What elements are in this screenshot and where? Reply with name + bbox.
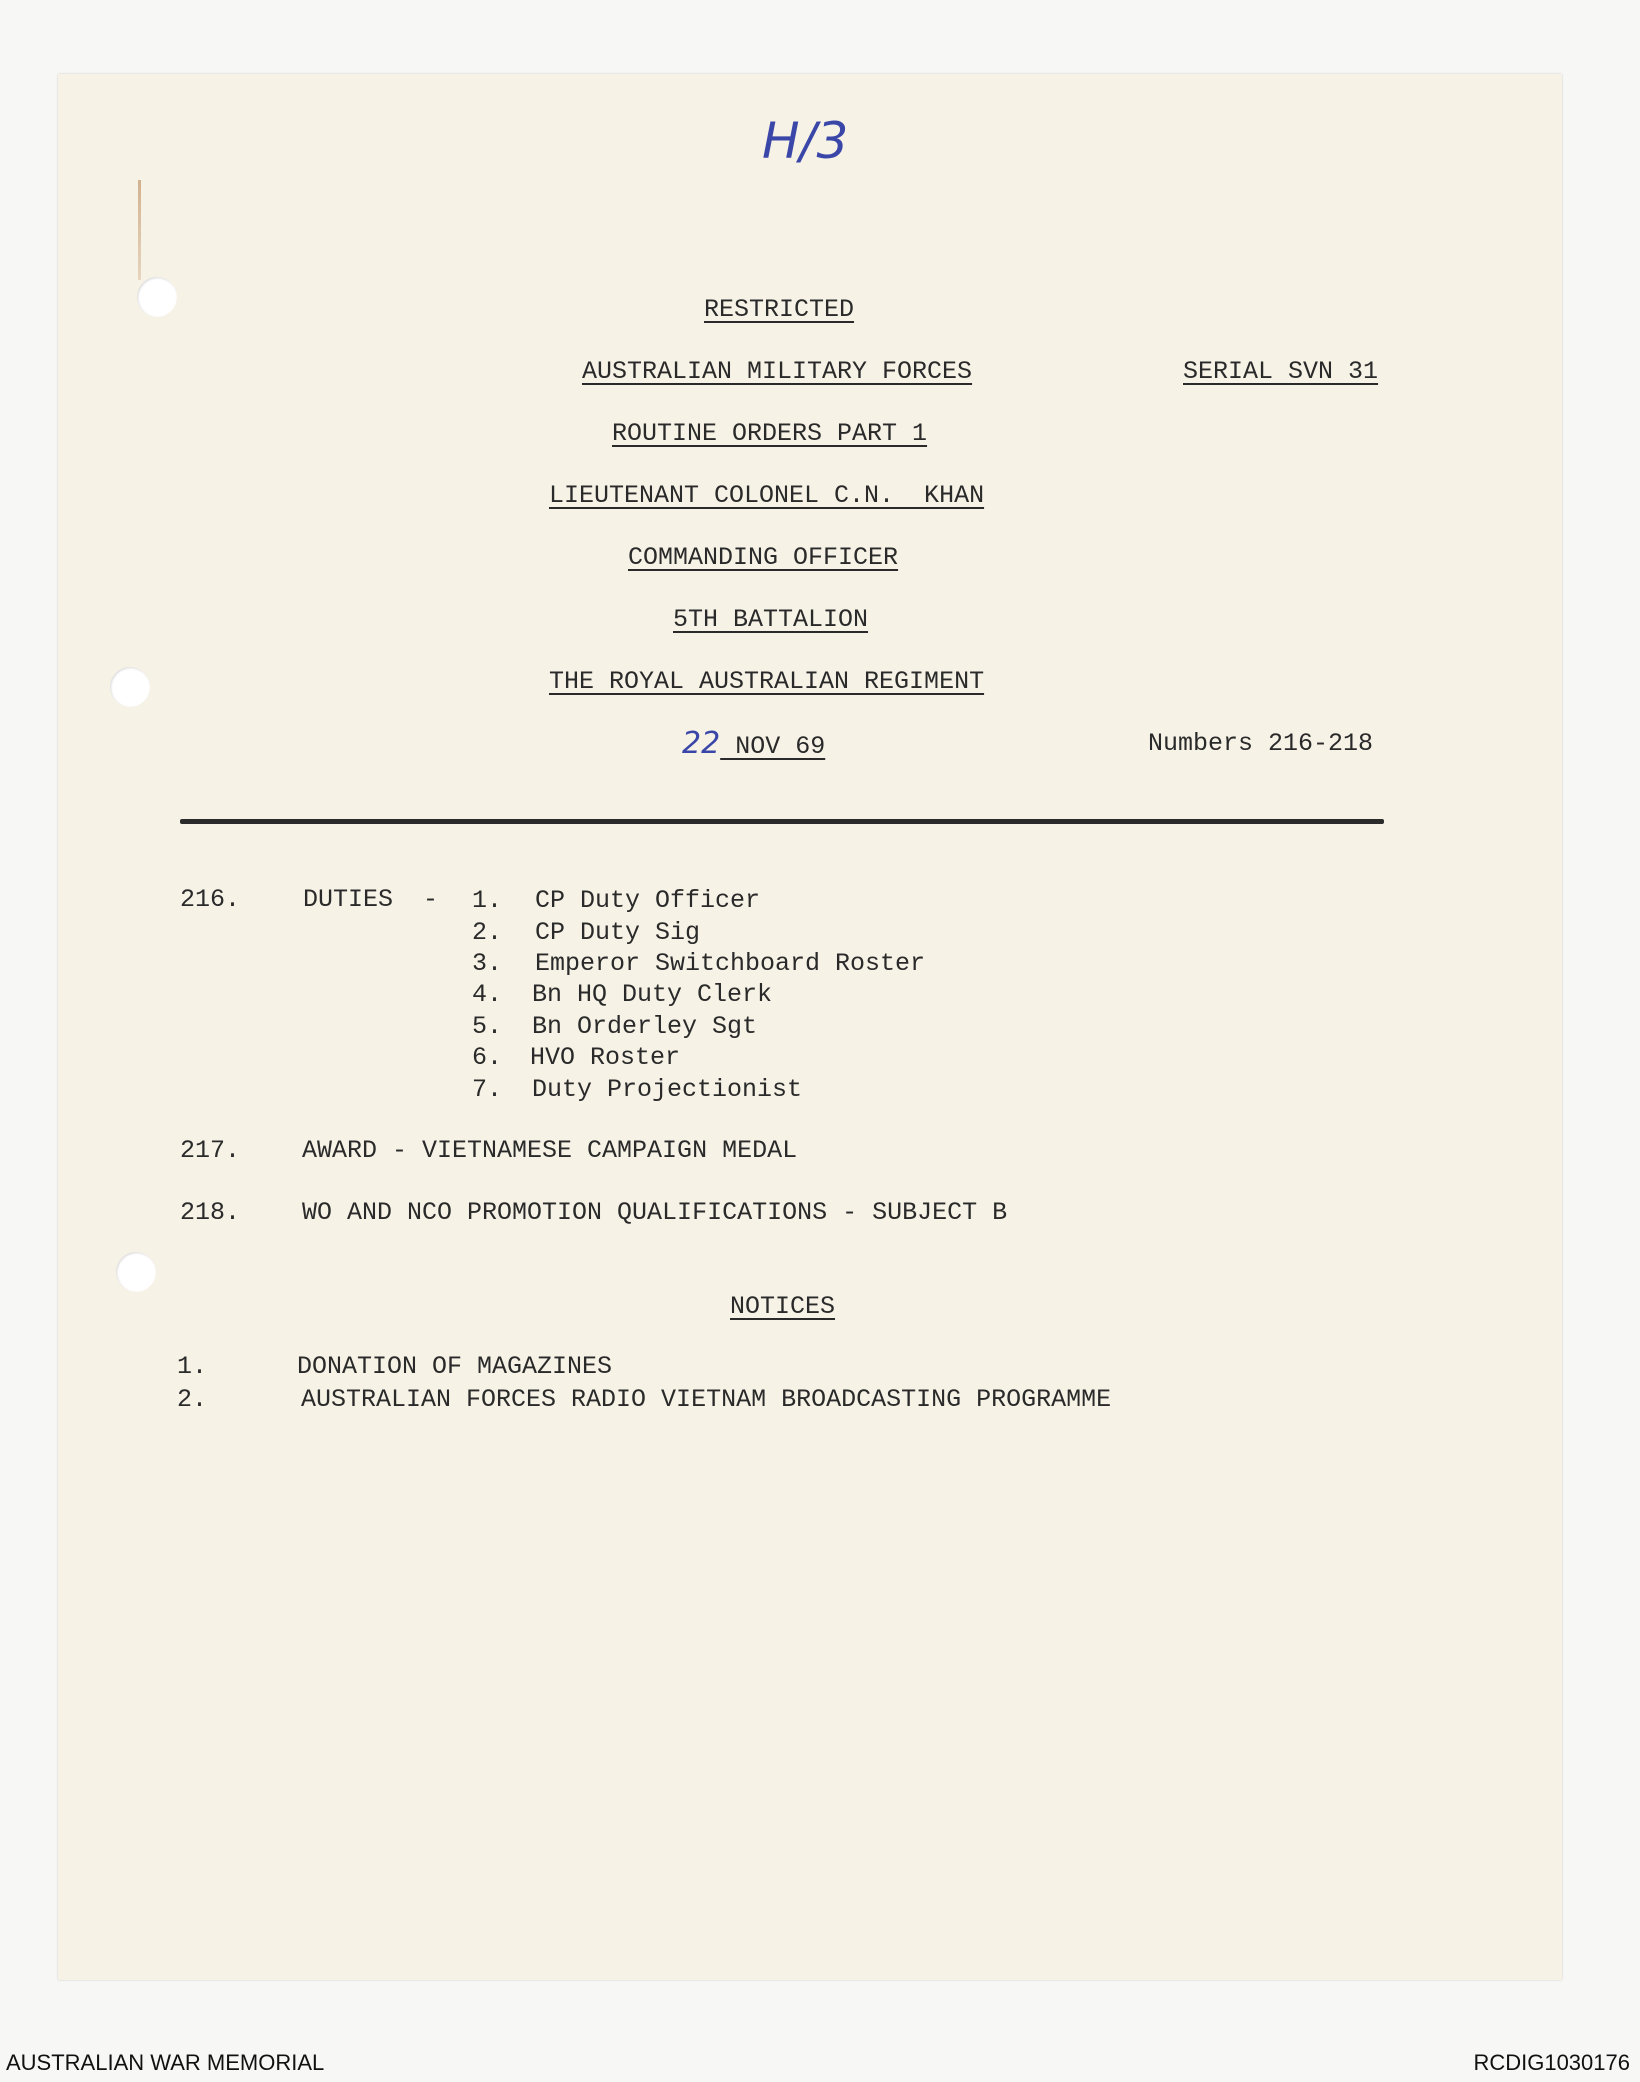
subitem-number: 4. bbox=[472, 980, 503, 1009]
organization-name: AUSTRALIAN MILITARY FORCES bbox=[582, 357, 973, 386]
order-number: 217. bbox=[180, 1136, 241, 1165]
order-date bbox=[682, 726, 825, 761]
date-day-handwritten: 22 bbox=[682, 726, 721, 761]
punch-hole-top bbox=[137, 277, 177, 317]
classification-label: RESTRICTED bbox=[704, 295, 855, 324]
orders-title: ROUTINE ORDERS PART 1 bbox=[612, 419, 928, 448]
order-title: DUTIES - bbox=[303, 885, 439, 914]
subitem-text: CP Duty Sig bbox=[535, 918, 701, 947]
subitem-text: Emperor Switchboard Roster bbox=[535, 949, 926, 978]
subitem-number: 3. bbox=[472, 949, 503, 978]
subitem-text: HVO Roster bbox=[530, 1043, 681, 1072]
subitem-number: 2. bbox=[472, 918, 503, 947]
subitem-text: Bn HQ Duty Clerk bbox=[532, 980, 773, 1009]
notice-text: AUSTRALIAN FORCES RADIO VIETNAM BROADCASTING PROGRAMME bbox=[301, 1385, 1112, 1414]
subitem-text: Bn Orderley Sgt bbox=[532, 1012, 758, 1041]
footer-catalog-id: RCDIG1030176 bbox=[1473, 2050, 1630, 2075]
commander-name: LIEUTENANT COLONEL C.N. KHAN bbox=[549, 481, 985, 510]
subitem-text: Duty Projectionist bbox=[532, 1075, 803, 1104]
order-title: WO AND NCO PROMOTION QUALIFICATIONS - SUBJECT B bbox=[302, 1198, 1008, 1227]
notice-text: DONATION OF MAGAZINES bbox=[297, 1352, 613, 1381]
staple-mark bbox=[138, 180, 141, 280]
order-numbers: Numbers 216-218 bbox=[1148, 729, 1374, 758]
footer-archive-name: AUSTRALIAN WAR MEMORIAL bbox=[6, 2050, 325, 2075]
unit-name: 5TH BATTALION bbox=[673, 605, 869, 634]
handwritten-reference: H/3 bbox=[762, 112, 849, 170]
subitem-number: 6. bbox=[472, 1043, 503, 1072]
order-title: AWARD - VIETNAMESE CAMPAIGN MEDAL bbox=[302, 1136, 798, 1165]
order-number: 216. bbox=[180, 885, 241, 914]
date-month-year: NOV 69 bbox=[720, 732, 826, 761]
notice-number: 1. bbox=[177, 1352, 208, 1381]
header-divider bbox=[180, 819, 1384, 824]
serial-number: SERIAL SVN 31 bbox=[1183, 357, 1379, 386]
punch-hole-bottom bbox=[116, 1252, 156, 1292]
notices-heading: NOTICES bbox=[730, 1292, 836, 1321]
punch-hole-middle bbox=[110, 667, 150, 707]
notice-number: 2. bbox=[177, 1385, 208, 1414]
order-number: 218. bbox=[180, 1198, 241, 1227]
subitem-number: 7. bbox=[472, 1075, 503, 1104]
commander-role: COMMANDING OFFICER bbox=[628, 543, 899, 572]
subitem-text: CP Duty Officer bbox=[535, 886, 761, 915]
subitem-number: 5. bbox=[472, 1012, 503, 1041]
regiment-name: THE ROYAL AUSTRALIAN REGIMENT bbox=[549, 667, 985, 696]
subitem-number: 1. bbox=[472, 886, 503, 915]
